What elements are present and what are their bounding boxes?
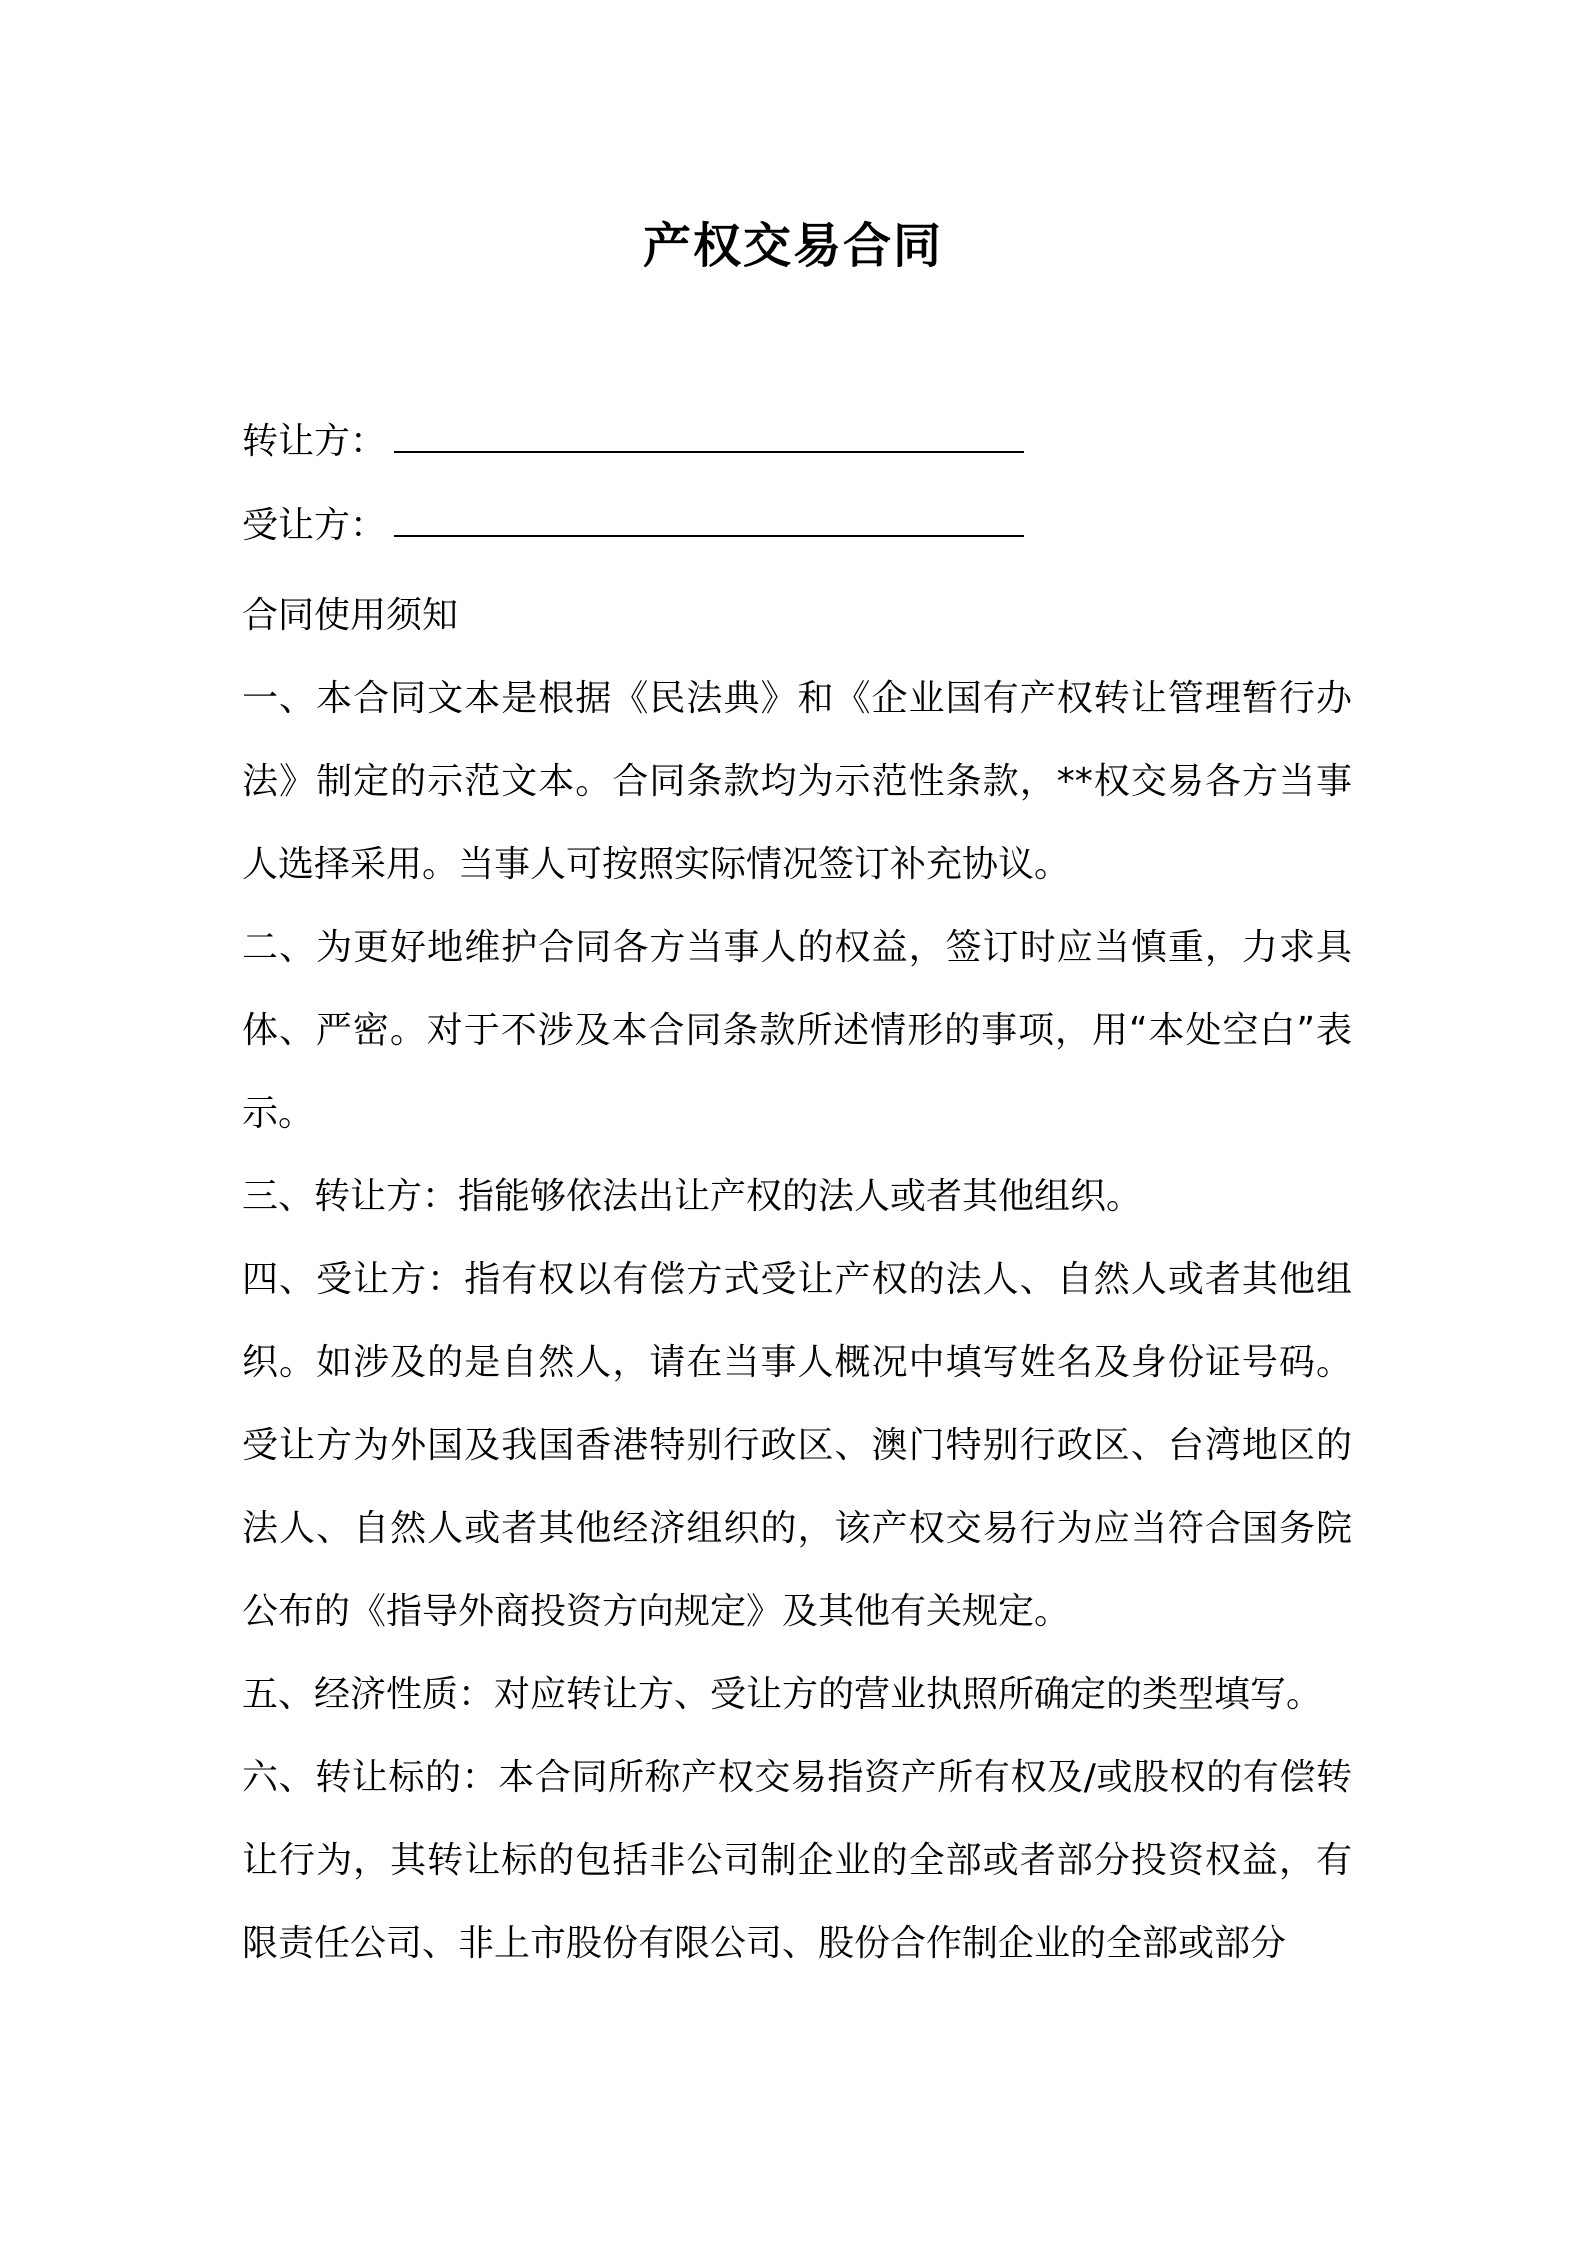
transferor-blank-field[interactable]	[394, 417, 1024, 453]
transferee-line	[242, 498, 1024, 554]
paragraph-6: 六、转让标的：本合同所称产权交易指资产所有权及/或股权的有偿转让行为，其转让标的包括非公司制企业的全部或者部分投资权益，有限责任公司、非上市股份有限公司、股份合作制企业的全部或部分	[242, 1757, 1352, 1964]
transferor-line	[242, 414, 1024, 470]
paragraph-1: 一、本合同文本是根据《民法典》和《企业国有产权转让管理暂行办法》制定的示范文本。合同条款均为示范性条款，**权交易各方当事人选择采用。当事人可按照实际情况签订补充协议。	[242, 678, 1352, 885]
transferee-label: 受让方：	[242, 505, 387, 546]
paragraph-4: 四、受让方：指有权以有偿方式受让产权的法人、自然人或者其他组织。如涉及的是自然人，请在当事人概况中填写姓名及身份证号码。受让方为外国及我国香港特别行政区、澳门特别行政区、台湾地区的法人、自然人或者其他经济组织的，该产权交易行为应当符合国务院公布的《指导外商投资方向规定》及其他有关规定。	[242, 1259, 1352, 1632]
document-title: 产权交易合同	[642, 218, 943, 274]
transferor-label: 转让方：	[242, 421, 387, 462]
paragraph-3: 三、转让方：指能够依法出让产权的法人或者其他组织。	[242, 1176, 1143, 1217]
transferee-blank-field[interactable]	[394, 501, 1024, 537]
document-body	[242, 574, 1352, 1985]
paragraph-5: 五、经济性质：对应转让方、受让方的营业执照所确定的类型填写。	[242, 1674, 1323, 1715]
notice-heading: 合同使用须知	[242, 595, 459, 636]
paragraph-2: 二、为更好地维护合同各方当事人的权益，签订时应当慎重，力求具体、严密。对于不涉及本合同条款所述情形的事项，用“本处空白”表示。	[242, 927, 1352, 1134]
